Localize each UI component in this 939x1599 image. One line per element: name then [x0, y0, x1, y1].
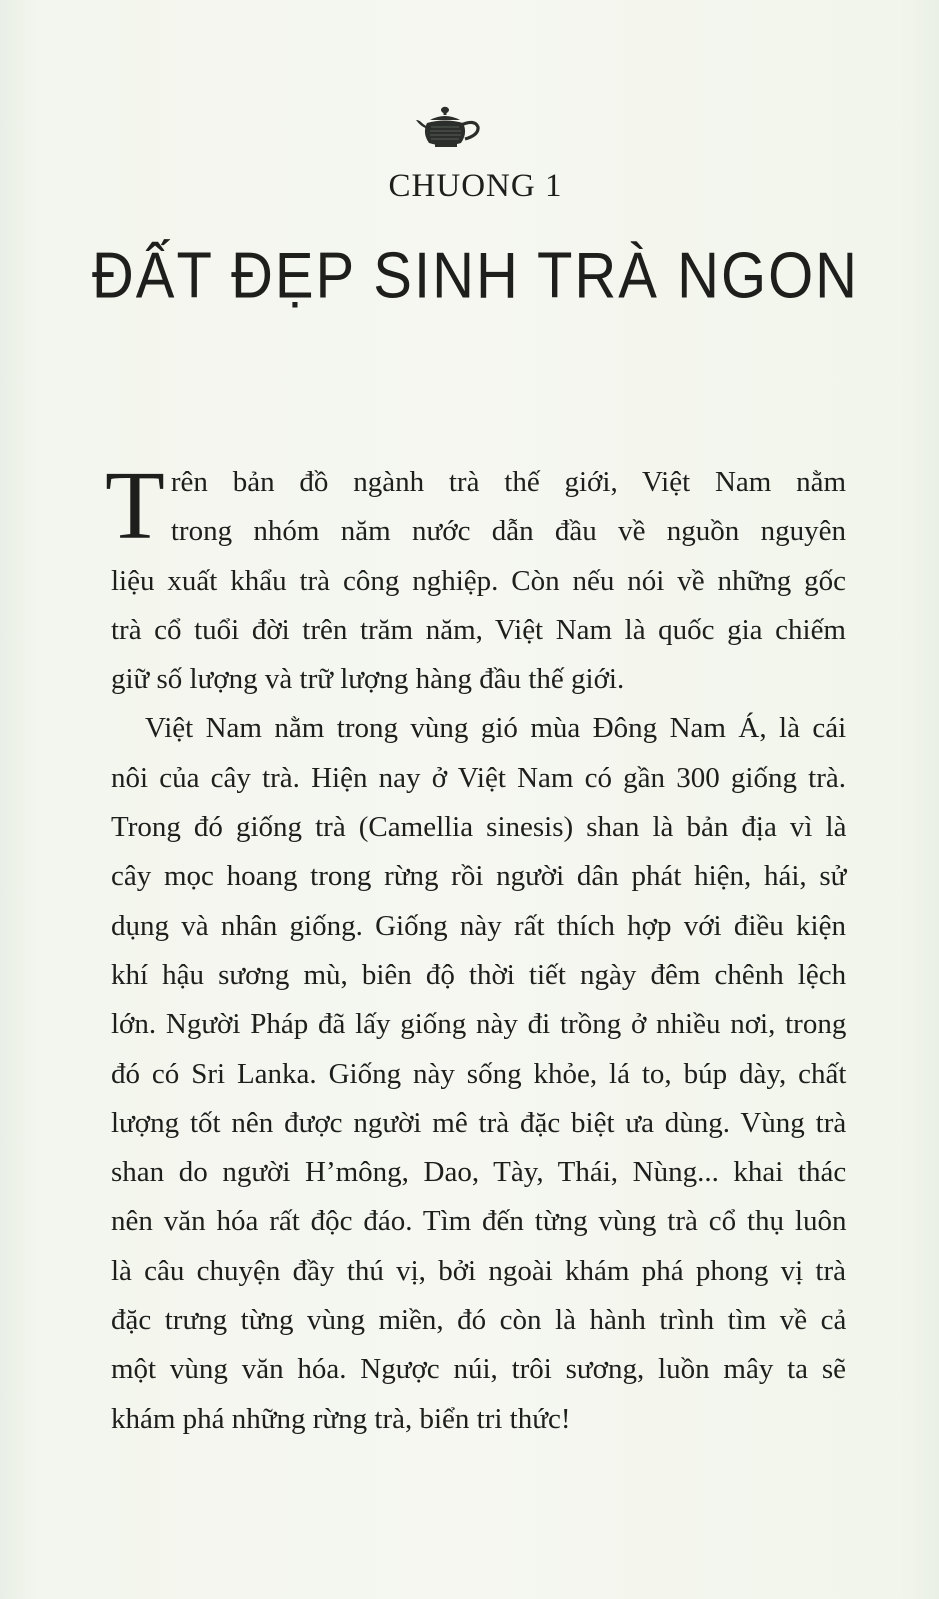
teapot-icon [415, 103, 487, 155]
text-line: một vùng văn hóa. Ngược núi, trôi sương, luồn mây ta sẽ [111, 1353, 846, 1386]
text-line: lớn. Người Pháp đã lấy giống này đi trồng ở nhiều nơi, trong [111, 1008, 847, 1041]
text-line: khí hậu sương mù, biên độ thời tiết ngày đêm chênh lệch [111, 958, 847, 991]
text-line: shan do người H’mông, Dao, Tày, Thái, Nùng... khai thác [111, 1156, 847, 1189]
text-line: cây mọc hoang trong rừng rồi người dân phát hiện, hái, sử [111, 860, 847, 893]
text-line: dụng và nhân giống. Giống này rất thích hợp với điều kiện [111, 909, 846, 942]
text-line: đặc trưng từng vùng miền, đó còn là hành trình tìm về cả [111, 1304, 847, 1337]
text-line: Trong đó giống trà (Camellia sinesis) shan là bản địa vì là [111, 811, 847, 844]
chapter-title: ĐẤT ĐẸP SINH TRÀ NGON [91, 239, 860, 312]
text-line: khám phá những rừng trà, biển tri thức! [111, 1402, 571, 1435]
text-line: nôi của cây trà. Hiện nay ở Việt Nam có gần 300 giống trà. [111, 761, 846, 794]
text-line: là câu chuyện đầy thú vị, bởi ngoài khám phá phong vị trà [111, 1254, 846, 1287]
body-text [105, 452, 847, 1444]
text-line: liệu xuất khẩu trà công nghiệp. Còn nếu nói về những gốc [111, 564, 846, 597]
text-line: rên bản đồ ngành trà thế giới, Việt Nam nằm [170, 466, 847, 498]
text-line: giữ số lượng và trữ lượng hàng đầu thế giới. [111, 663, 625, 696]
text-line: đó có Sri Lanka. Giống này sống khỏe, lá to, búp dày, chất [111, 1057, 847, 1090]
text-line: trà cổ tuổi đời trên trăm năm, Việt Nam là quốc gia chiếm [111, 613, 846, 646]
text-line: lượng tốt nên được người mê trà đặc biệt ưa dùng. Vùng trà [111, 1106, 847, 1139]
chapter-label: CHUONG 1 [388, 168, 563, 204]
paragraph-1 [105, 452, 847, 560]
paragraph-2 [111, 704, 846, 1443]
drop-cap: T [105, 452, 165, 560]
text-line: trong nhóm năm nước dẫn đầu về nguồn nguyên [170, 515, 846, 548]
text-line: nên văn hóa rất độc đáo. Tìm đến từng vùng trà cổ thụ luôn [111, 1205, 847, 1238]
text-line: Việt Nam nằm trong vùng gió mùa Đông Nam Á, là cái [145, 712, 847, 745]
